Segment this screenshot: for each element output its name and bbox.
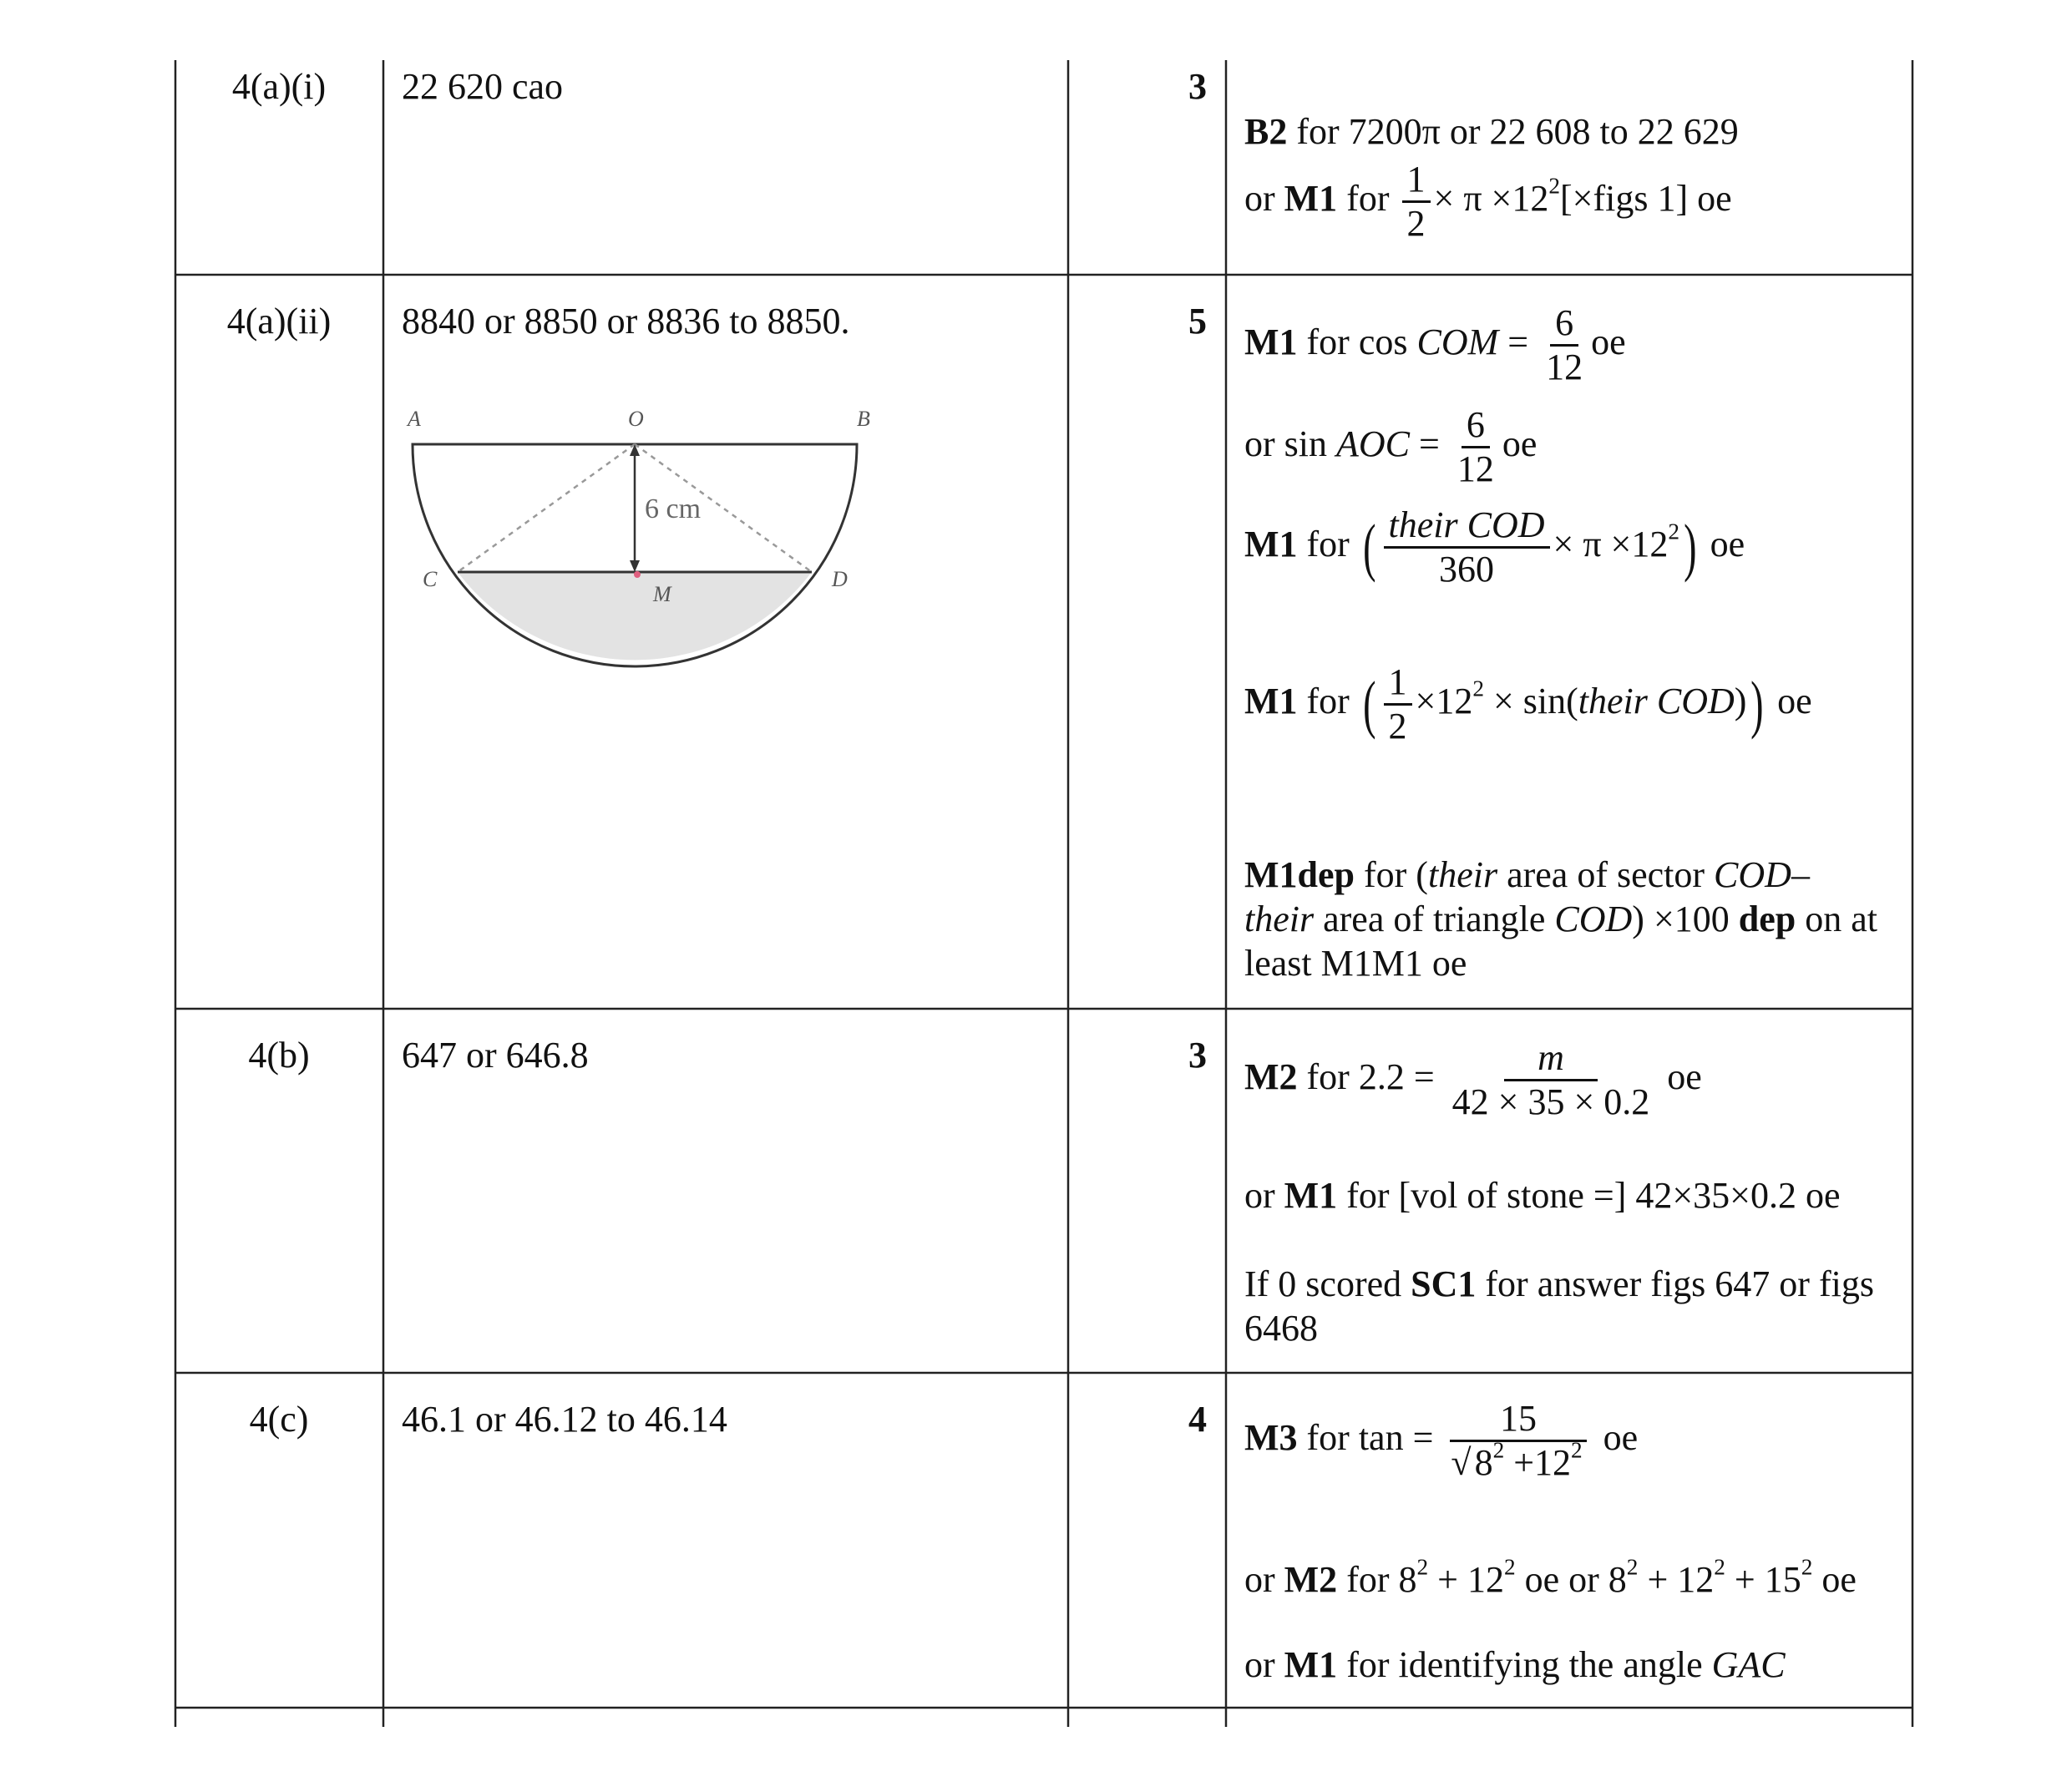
guidance-line: or M2 for $8^2 + 12^2$ oe or $8^2 + 12^2 + 15^2$ oe [1244,1554,1857,1600]
guidance-paragraph: M1dep for (their area of sector COD– their area of triangle COD) ×100 dep on at least M1M1 oe [1244,854,1878,984]
guidance-line: M3 for tan = $\frac{15}{√8^2 +12^2}$ oe [1244,1398,1639,1484]
close-paren: ) [1684,511,1697,584]
guidance-line: M1 for ( $\frac{\text{their COD}}{360}$ × $\pi \times 12^2$) oe [1244,504,1745,590]
guidance-line: or M1 for $\frac{1}{2}$ × $\pi \times 12^2[\times figs$ 1] oe [1244,159,1732,245]
guidance-line: B2 for 7200π or 22 608 to 22 629 [1244,111,1739,152]
fraction: $\frac{15}{√8^2 +12^2}$ [1446,1400,1590,1482]
close-paren: ) [1750,668,1764,741]
label-c: C [423,567,438,591]
guidance-line: M1 for ( $\frac{1}{2}$ $\times 12^2$ × sin(their COD)) oe [1244,661,1812,747]
question-number: 4(b) [248,1035,310,1076]
guidance-line: M1 for cos COM = $\frac{6}{12}$ oe [1244,302,1626,388]
question-number: 4(c) [249,1399,309,1440]
fraction: $\frac{1}{2}$ [1402,160,1431,243]
guidance-line: or M1 for identifying the angle GAC [1244,1644,1786,1685]
fraction: $\frac{6}{12}$ [1456,404,1494,490]
guidance-line: M2 for 2.2 = $\frac{m}{42 \times 35 \times 0.2}$ oe [1244,1037,1702,1123]
arrow-head-bottom [630,560,640,572]
fraction: $\frac{m}{42 \times 35 \times 0.2}$ [1451,1037,1650,1123]
guidance-paragraph: If 0 scored SC1 for answer figs 647 or figs 6468 [1244,1263,1874,1349]
label-d: D [832,567,848,591]
question-number: 4(a)(i) [231,66,327,107]
fraction: $\frac{6}{12}$ [1546,302,1583,388]
marks: 3 [1188,1035,1207,1076]
semicircle-diagram [393,392,877,676]
fraction: $\frac{\text{their COD}}{360}$ [1384,506,1550,589]
fraction: $\frac{1}{2}$ [1384,663,1412,746]
marks: 4 [1188,1399,1207,1440]
marks: 3 [1188,66,1207,107]
marks: 5 [1188,301,1207,342]
open-paren: ( [1362,668,1376,741]
guidance-line: or sin AOC = $\frac{6}{12}$ oe [1244,404,1538,490]
answer: 46.1 or 46.12 to 46.14 [402,1399,727,1440]
label-6cm: 6 cm [645,494,702,524]
point-m [634,571,641,578]
answer: 8840 or 8850 or 8836 to 8850. [402,301,850,342]
guidance-line: or M1 for [vol of stone =] 42×35×0.2 oe [1244,1175,1841,1216]
label-m: M [653,582,671,606]
shaded-segment [458,572,812,660]
label-b: B [857,407,870,431]
radius-oc [458,444,635,572]
open-paren: ( [1362,511,1376,584]
question-number: 4(a)(ii) [226,301,332,342]
answer: 22 620 cao [402,66,564,107]
answer: 647 or 646.8 [402,1035,589,1076]
label-a: A [408,407,421,431]
label-o: O [628,407,644,431]
